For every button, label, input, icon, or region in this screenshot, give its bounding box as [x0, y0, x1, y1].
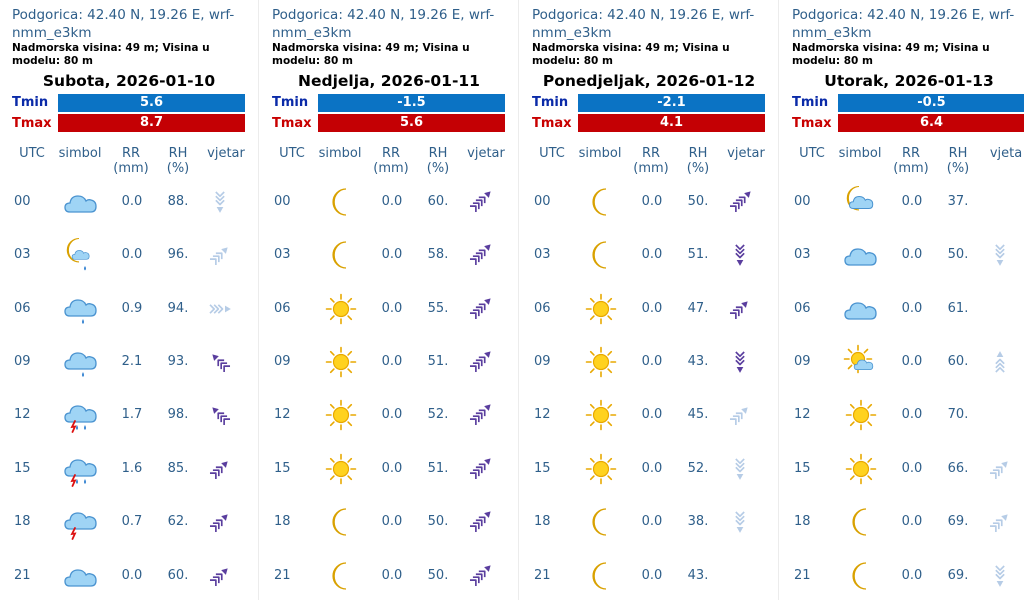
sun-icon [323, 397, 359, 433]
wind-nw-icon [205, 400, 235, 430]
row-rh: 51. [427, 461, 449, 476]
location-label: Podgorica: 42.40 N, 19.26 E, wrf-nmm_e3km [12, 7, 235, 41]
row-utc: 15 [794, 461, 811, 476]
header-rh: RH (%) [686, 146, 710, 176]
row-rr: 0.0 [381, 568, 403, 583]
tmin-label: Tmin [792, 95, 829, 110]
row-rh: 98. [167, 407, 189, 422]
wind-light-down-icon [725, 507, 755, 537]
row-rh: 62. [167, 514, 189, 529]
cloud-icon [843, 237, 879, 273]
location-label: Podgorica: 42.40 N, 19.26 E, wrf-nmm_e3km [532, 7, 755, 41]
header-wind: vjetar [207, 146, 245, 161]
header-rh: RH (%) [426, 146, 450, 176]
tmin-bar: -0.5 [838, 94, 1024, 112]
header-symbol: simbol [578, 146, 622, 161]
wind-strong-sw-icon [465, 187, 495, 217]
header-wind: vjeta [989, 146, 1023, 161]
header-rh: RH (%) [946, 146, 970, 176]
day-date-heading: Subota, 2026-01-10 [42, 72, 216, 90]
wind-strong-sw-icon [465, 294, 495, 324]
row-rr: 0.0 [121, 194, 143, 209]
row-utc: 12 [14, 407, 31, 422]
row-rr: 2.1 [121, 354, 143, 369]
row-rh: 55. [427, 301, 449, 316]
row-rr: 0.0 [901, 514, 923, 529]
row-rr: 0.7 [121, 514, 143, 529]
row-utc: 06 [794, 301, 811, 316]
row-rr: 0.0 [641, 247, 663, 262]
row-rh: 69. [947, 514, 969, 529]
wind-light-sw-icon [205, 240, 235, 270]
row-rh: 52. [687, 461, 709, 476]
moon-icon [583, 237, 619, 273]
sun-icon [843, 397, 879, 433]
row-rr: 0.0 [641, 407, 663, 422]
row-rr: 0.0 [381, 301, 403, 316]
tmax-bar: 4.1 [578, 114, 765, 132]
row-utc: 03 [534, 247, 551, 262]
sun-icon [583, 344, 619, 380]
row-rr: 1.7 [121, 407, 143, 422]
wind-light-down-icon [205, 187, 235, 217]
location-label: Podgorica: 42.40 N, 19.26 E, wrf-nmm_e3km [272, 7, 495, 41]
day-date-heading: Ponedjeljak, 2026-01-12 [542, 72, 756, 90]
wind-strong-sw-icon [725, 187, 755, 217]
moon-icon [323, 558, 359, 594]
header-symbol: simbol [318, 146, 362, 161]
header-rh: RH (%) [166, 146, 190, 176]
moon-icon [323, 504, 359, 540]
row-utc: 09 [794, 354, 811, 369]
wind-sw-icon [205, 561, 235, 591]
wind-down-icon [725, 347, 755, 377]
row-utc: 06 [534, 301, 551, 316]
row-rr: 0.9 [121, 301, 143, 316]
row-utc: 03 [794, 247, 811, 262]
row-utc: 21 [534, 568, 551, 583]
row-rr: 0.0 [901, 247, 923, 262]
location-label: Podgorica: 42.40 N, 19.26 E, wrf-nmm_e3km [792, 7, 1015, 41]
row-rr: 0.0 [641, 514, 663, 529]
header-rr: RR (mm) [113, 146, 149, 176]
row-utc: 18 [534, 514, 551, 529]
row-rr: 0.0 [381, 247, 403, 262]
wind-strong-sw-icon [465, 561, 495, 591]
header-wind: vjetar [727, 146, 765, 161]
cloud-thunder-icon [63, 504, 99, 540]
wind-light-sw-icon [985, 507, 1015, 537]
row-rh: 38. [687, 514, 709, 529]
wind-light-sw-icon [725, 400, 755, 430]
wind-light-sw-icon [985, 454, 1015, 484]
row-rr: 0.0 [901, 354, 923, 369]
row-utc: 00 [534, 194, 551, 209]
row-rr: 0.0 [901, 568, 923, 583]
row-utc: 09 [534, 354, 551, 369]
row-utc: 06 [14, 301, 31, 316]
cloud-rain-icon [63, 291, 99, 327]
wind-sw-icon [725, 294, 755, 324]
row-rh: 43. [687, 354, 709, 369]
forecast-day-panel [0, 0, 259, 600]
moon-icon [843, 558, 879, 594]
cloud-rain-icon [63, 344, 99, 380]
tmax-label: Tmax [272, 116, 312, 131]
row-utc: 18 [274, 514, 291, 529]
moon-icon [583, 504, 619, 540]
row-utc: 03 [274, 247, 291, 262]
row-rh: 94. [167, 301, 189, 316]
row-rr: 0.0 [641, 301, 663, 316]
wind-down-icon [725, 240, 755, 270]
tmin-label: Tmin [272, 95, 309, 110]
moon-icon [583, 184, 619, 220]
elevation-label: Nadmorska visina: 49 m; Visina u modelu: 80 m [532, 42, 730, 67]
row-utc: 12 [274, 407, 291, 422]
header-utc: UTC [279, 146, 305, 161]
wind-strong-sw-icon [465, 240, 495, 270]
tmax-bar: 6.4 [838, 114, 1024, 132]
row-rh: 69. [947, 568, 969, 583]
row-utc: 15 [534, 461, 551, 476]
wind-strong-sw-icon [465, 400, 495, 430]
row-rh: 50. [687, 194, 709, 209]
elevation-label: Nadmorska visina: 49 m; Visina u modelu: 80 m [12, 42, 210, 67]
wind-light-down-icon [725, 454, 755, 484]
sun-icon [323, 291, 359, 327]
header-utc: UTC [799, 146, 825, 161]
row-rr: 0.0 [641, 461, 663, 476]
tmin-bar: -1.5 [318, 94, 505, 112]
moon-cloud-icon [843, 184, 879, 220]
header-rr: RR (mm) [893, 146, 929, 176]
row-rr: 0.0 [381, 354, 403, 369]
row-rr: 0.0 [381, 407, 403, 422]
row-utc: 21 [14, 568, 31, 583]
tmin-bar: 5.6 [58, 94, 245, 112]
header-wind: vjetar [467, 146, 505, 161]
row-utc: 12 [794, 407, 811, 422]
tmax-label: Tmax [12, 116, 52, 131]
row-utc: 00 [274, 194, 291, 209]
row-rh: 37. [947, 194, 969, 209]
wind-strong-sw-icon [465, 347, 495, 377]
row-rh: 50. [947, 247, 969, 262]
row-utc: 00 [14, 194, 31, 209]
header-rr: RR (mm) [373, 146, 409, 176]
row-utc: 21 [794, 568, 811, 583]
tmax-label: Tmax [532, 116, 572, 131]
row-rr: 0.0 [641, 194, 663, 209]
row-rh: 70. [947, 407, 969, 422]
row-rh: 47. [687, 301, 709, 316]
row-rr: 0.0 [641, 354, 663, 369]
tmin-bar: -2.1 [578, 94, 765, 112]
row-utc: 06 [274, 301, 291, 316]
tmax-label: Tmax [792, 116, 832, 131]
row-rh: 96. [167, 247, 189, 262]
row-utc: 15 [274, 461, 291, 476]
cloud-icon [843, 291, 879, 327]
row-rh: 60. [947, 354, 969, 369]
sun-icon [583, 291, 619, 327]
tmin-label: Tmin [12, 95, 49, 110]
wind-light-down-icon [985, 240, 1015, 270]
elevation-label: Nadmorska visina: 49 m; Visina u modelu: 80 m [272, 42, 470, 67]
wind-light-down-icon [985, 561, 1015, 591]
row-rh: 43. [687, 568, 709, 583]
wind-light-w-icon [205, 294, 235, 324]
wind-strong-sw-icon [465, 454, 495, 484]
moon-icon [323, 184, 359, 220]
sun-icon [323, 451, 359, 487]
cloud-icon [63, 184, 99, 220]
row-rr: 0.0 [121, 247, 143, 262]
tmin-label: Tmin [532, 95, 569, 110]
row-rh: 45. [687, 407, 709, 422]
row-rh: 93. [167, 354, 189, 369]
cloud-thunder-rain-icon [63, 451, 99, 487]
elevation-label: Nadmorska visina: 49 m; Visina u modelu: 80 m [792, 42, 990, 67]
row-rr: 0.0 [121, 568, 143, 583]
cloud-icon [63, 558, 99, 594]
row-rh: 50. [427, 514, 449, 529]
row-utc: 15 [14, 461, 31, 476]
row-rh: 85. [167, 461, 189, 476]
row-utc: 21 [274, 568, 291, 583]
row-utc: 00 [794, 194, 811, 209]
row-rh: 88. [167, 194, 189, 209]
row-rr: 0.0 [381, 514, 403, 529]
day-date-heading: Utorak, 2026-01-13 [824, 72, 994, 90]
row-rr: 1.6 [121, 461, 143, 476]
wind-sw-icon [205, 454, 235, 484]
row-rr: 0.0 [641, 568, 663, 583]
sun-icon [843, 451, 879, 487]
row-rh: 50. [427, 568, 449, 583]
forecast-day-panel [260, 0, 519, 600]
moon-icon [323, 237, 359, 273]
moon-icon [843, 504, 879, 540]
row-utc: 09 [14, 354, 31, 369]
cloud-thunder-rain-icon [63, 397, 99, 433]
header-symbol: simbol [838, 146, 882, 161]
forecast-day-panel [520, 0, 779, 600]
row-rh: 61. [947, 301, 969, 316]
header-symbol: simbol [58, 146, 102, 161]
sun-icon [323, 344, 359, 380]
row-rh: 52. [427, 407, 449, 422]
header-utc: UTC [19, 146, 45, 161]
row-rr: 0.0 [381, 194, 403, 209]
moon-icon [583, 558, 619, 594]
wind-sw-icon [205, 507, 235, 537]
row-utc: 18 [14, 514, 31, 529]
row-utc: 09 [274, 354, 291, 369]
row-rr: 0.0 [381, 461, 403, 476]
sun-cloud-icon [843, 344, 879, 380]
forecast-day-panel [780, 0, 1024, 600]
row-rr: 0.0 [901, 301, 923, 316]
row-rr: 0.0 [901, 407, 923, 422]
sun-icon [583, 397, 619, 433]
row-utc: 12 [534, 407, 551, 422]
tmax-bar: 8.7 [58, 114, 245, 132]
day-date-heading: Nedjelja, 2026-01-11 [298, 72, 480, 90]
row-rh: 60. [167, 568, 189, 583]
wind-light-up-icon [985, 347, 1015, 377]
header-utc: UTC [539, 146, 565, 161]
moon-cloud-rain-icon [63, 237, 99, 273]
wind-strong-sw-icon [465, 507, 495, 537]
row-rh: 66. [947, 461, 969, 476]
header-rr: RR (mm) [633, 146, 669, 176]
row-rh: 58. [427, 247, 449, 262]
sun-icon [583, 451, 619, 487]
wind-nw-icon [205, 347, 235, 377]
row-rr: 0.0 [901, 194, 923, 209]
row-rh: 51. [427, 354, 449, 369]
row-utc: 18 [794, 514, 811, 529]
row-rr: 0.0 [901, 461, 923, 476]
row-utc: 03 [14, 247, 31, 262]
row-rh: 60. [427, 194, 449, 209]
row-rh: 51. [687, 247, 709, 262]
tmax-bar: 5.6 [318, 114, 505, 132]
